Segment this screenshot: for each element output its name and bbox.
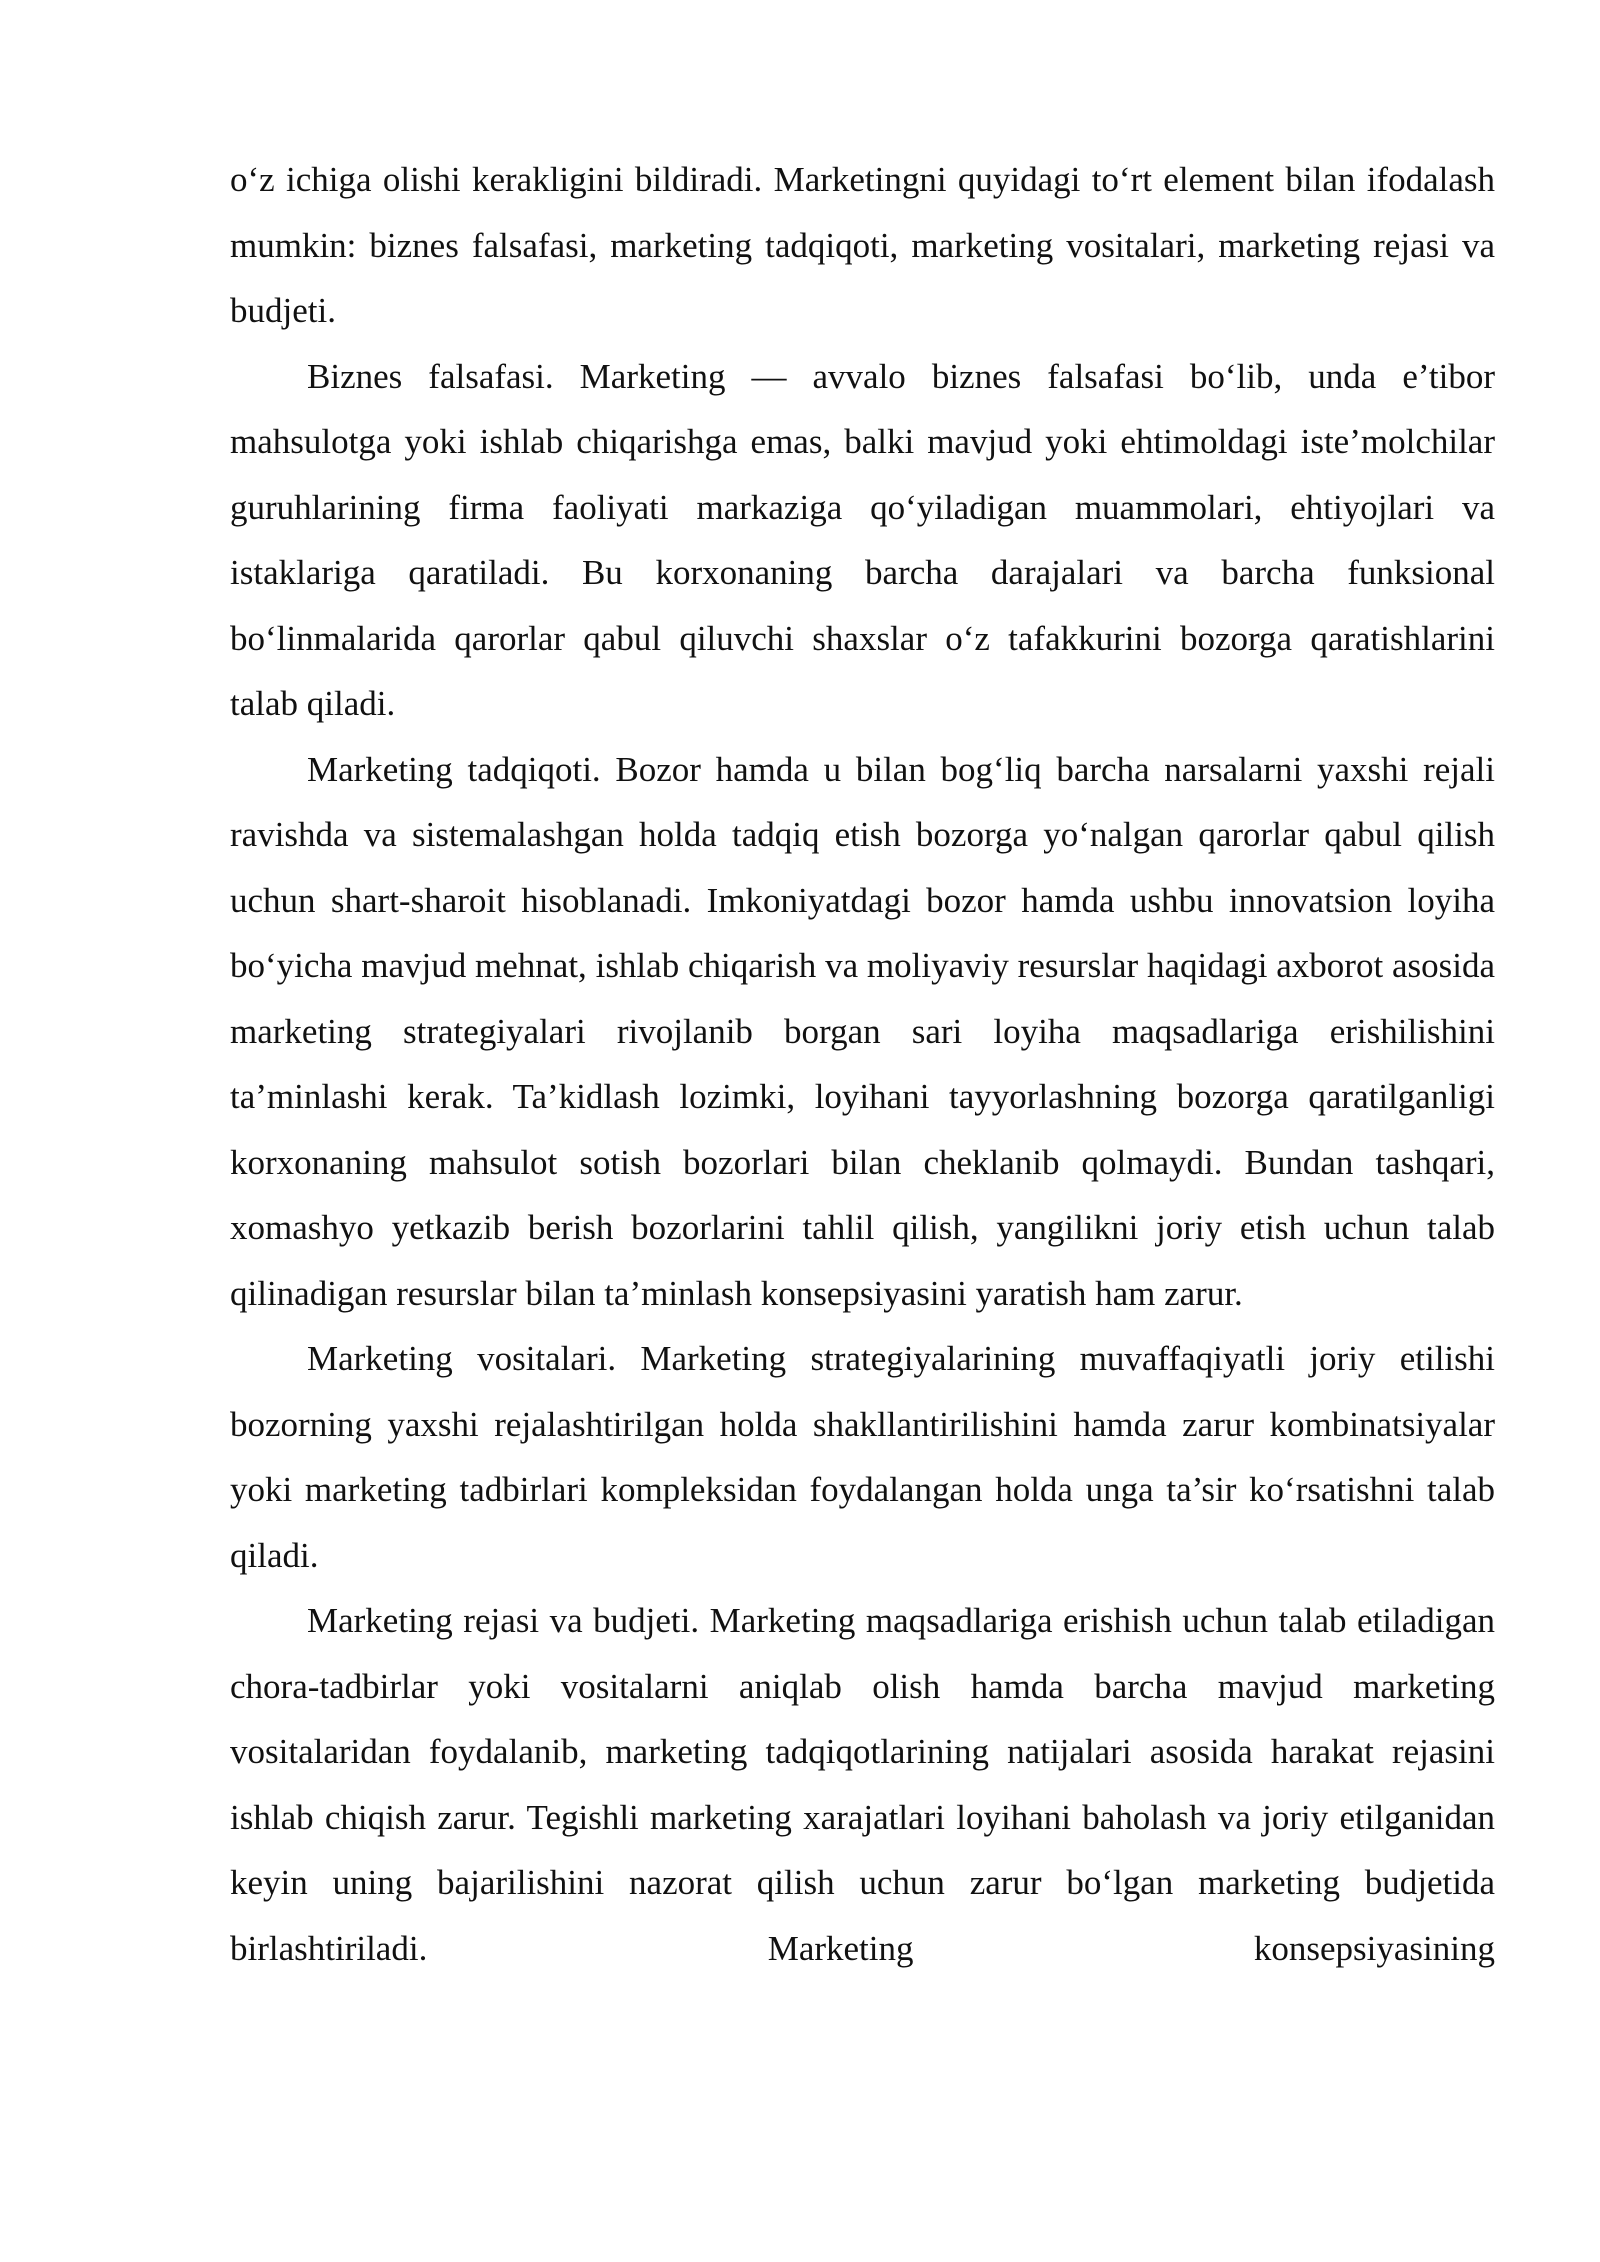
body-text [230,147,1495,1981]
paragraph-marketing-research: Marketing tadqiqoti. Bozor hamda u bilan bog‘liq barcha narsalarni yaxshi rejali ravishda va sistemalashgan holda tadqiq etish bozorga yo‘nalgan qarorlar qabul qilish uchun shart-sharoit hisoblanadi. Imkoniyatdagi bozor hamda ushbu innovatsion loyiha bo‘yicha mavjud mehnat, ishlab chiqarish va moliyaviy resurslar haqidagi axborot asosida marketing strategiyalari rivojlanib borgan sari loyiha maqsadlariga erishilishini ta’minlashi kerak. Ta’kidlash lozimki, loyihani tayyorlashning bozorga qaratilganligi korxonaning mahsulot sotish bozorlari bilan cheklanib qolmaydi. Bundan tashqari, xomashyo yetkazib berish bozorlarini tahlil qilish, yangilikni joriy etish uchun talab qilinadigan resurslar bilan ta’minlash konsepsiyasini yaratish ham zarur. [230,749,1495,1313]
paragraph-intro-continuation: o‘z ichiga olishi kerakligini bildiradi. Marketingni quyidagi to‘rt element bilan ifodalash mumkin: biznes falsafasi, marketing tadqiqoti, marketing vositalari, marketing rejasi va budjeti. [230,160,1495,330]
paragraph-marketing-plan-budget: Marketing rejasi va budjeti. Marketing maqsadlariga erishish uchun talab etiladigan chora-tadbirlar yoki vositalarni aniqlab olish hamda barcha mavjud marketing vositalaridan foydalanib, marketing tadqiqotlarining natijalari asosida harakat rejasini ishlab chiqish zarur. Tegishli marketing xarajatlari loyihani baholash va joriy etilganidan keyin uning bajarilishini nazorat qilish uchun zarur bo‘lgan marketing budjetida birlashtiriladi. Marketing konsepsiyasining [230,1601,1495,1968]
paragraph-marketing-tools: Marketing vositalari. Marketing strategiyalarining muvaffaqiyatli joriy etilishi bozorning yaxshi rejalashtirilgan holda shakllantirilishini hamda zarur kombinatsiyalar yoki marketing tadbirlari kompleksidan foydalangan holda unga ta’sir ko‘rsatishni talab qiladi. [230,1339,1495,1575]
paragraph-business-philosophy: Biznes falsafasi. Marketing — avvalo biznes falsafasi bo‘lib, unda e’tibor mahsulotga yoki ishlab chiqarishga emas, balki mavjud yoki ehtimoldagi iste’molchilar guruhlarining firma faoliyati markaziga qo‘yiladigan muammolari, ehtiyojlari va istaklariga qaratiladi. Bu korxonaning barcha darajalari va barcha funksional bo‘linmalarida qarorlar qabul qiluvchi shaxslar o‘z tafakkurini bozorga qaratishlarini talab qiladi. [230,356,1495,723]
